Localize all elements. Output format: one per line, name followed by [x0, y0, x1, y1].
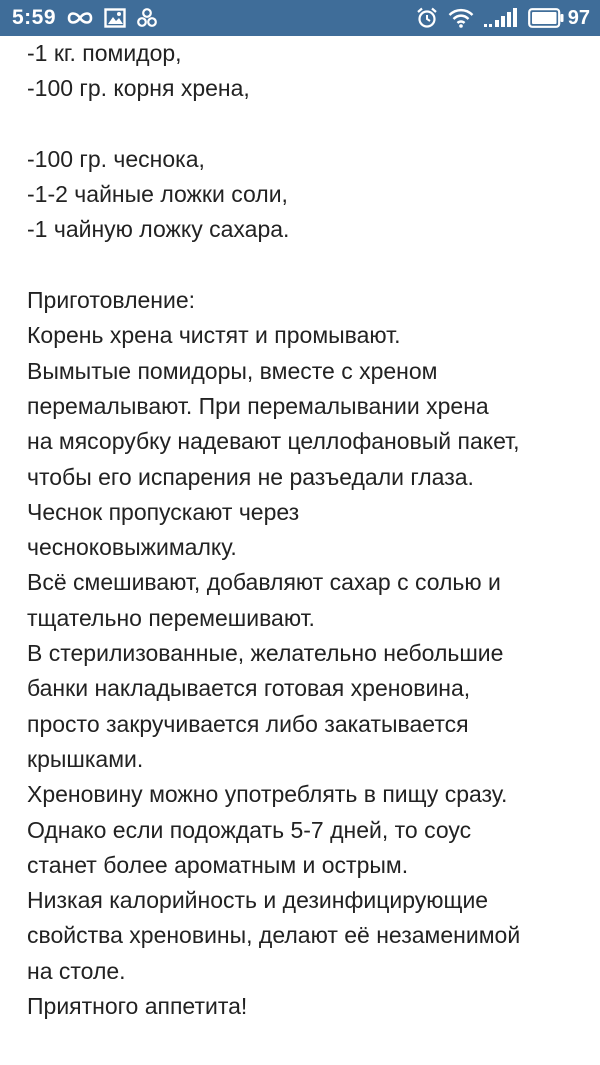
text-line: перемалывают. При перемалывании хрена — [27, 392, 489, 419]
text-line: -100 гр. корня хрена, — [27, 75, 250, 102]
blank-line — [27, 248, 587, 283]
text-line: Низкая калорийность и дезинфицирующие — [27, 887, 489, 914]
text-line: чесноковыжималку. — [27, 534, 237, 561]
text-line: банки накладывается готовая хреновина, — [27, 675, 471, 702]
text-line: -1 кг. помидор, — [27, 40, 182, 66]
status-time: 5:59 — [12, 6, 57, 29]
alarm-clock-icon — [416, 7, 438, 29]
text-line: станет более ароматным и острым. — [27, 851, 409, 878]
text-line: -1-2 чайные ложки соли, — [27, 181, 288, 208]
cloverleaf-icon — [136, 7, 158, 29]
text-line: чтобы его испарения не разъедали глаза. — [27, 463, 474, 490]
text-line: на мясорубку надевают целлофановый пакет, — [27, 428, 520, 455]
cell-signal-icon — [484, 8, 518, 28]
infinity-icon — [66, 10, 94, 26]
text-line: Всё смешивают, добавляют сахар с солью и — [27, 569, 501, 596]
system-icons — [416, 7, 590, 30]
battery-status — [528, 7, 590, 30]
text-line: В стерилизованные, желательно небольшие — [27, 640, 504, 667]
text-line: Однако если подождать 5-7 дней, то соус — [27, 816, 472, 843]
status-bar — [0, 0, 600, 36]
text-line: крышками. — [27, 745, 144, 772]
text-line: Чеснок пропускают через — [27, 498, 300, 525]
section-heading: Приготовление: — [27, 287, 196, 314]
text-line: Корень хрена чистят и промывают. — [27, 322, 401, 349]
text-line: -1 чайную ложку сахара. — [27, 216, 290, 243]
blank-line — [27, 107, 587, 142]
battery-level: 97 — [567, 6, 590, 29]
wifi-icon — [448, 8, 474, 28]
text-line: -100 гр. чеснока, — [27, 145, 205, 172]
gallery-icon — [104, 8, 126, 28]
text-line: просто закручивается либо закатывается — [27, 710, 469, 737]
battery-icon — [528, 8, 564, 28]
text-line: тщательно перемешивают. — [27, 604, 315, 631]
text-line: свойства хреновины, делают её незаменимой — [27, 922, 521, 949]
text-line: Вымытые помидоры, вместе с хреном — [27, 357, 438, 384]
text-line: на столе. — [27, 957, 126, 984]
notification-icons — [66, 7, 158, 29]
article-body — [27, 36, 587, 1024]
text-line: Приятного аппетита! — [27, 993, 248, 1020]
text-line: Хреновину можно употреблять в пищу сразу. — [27, 781, 508, 808]
